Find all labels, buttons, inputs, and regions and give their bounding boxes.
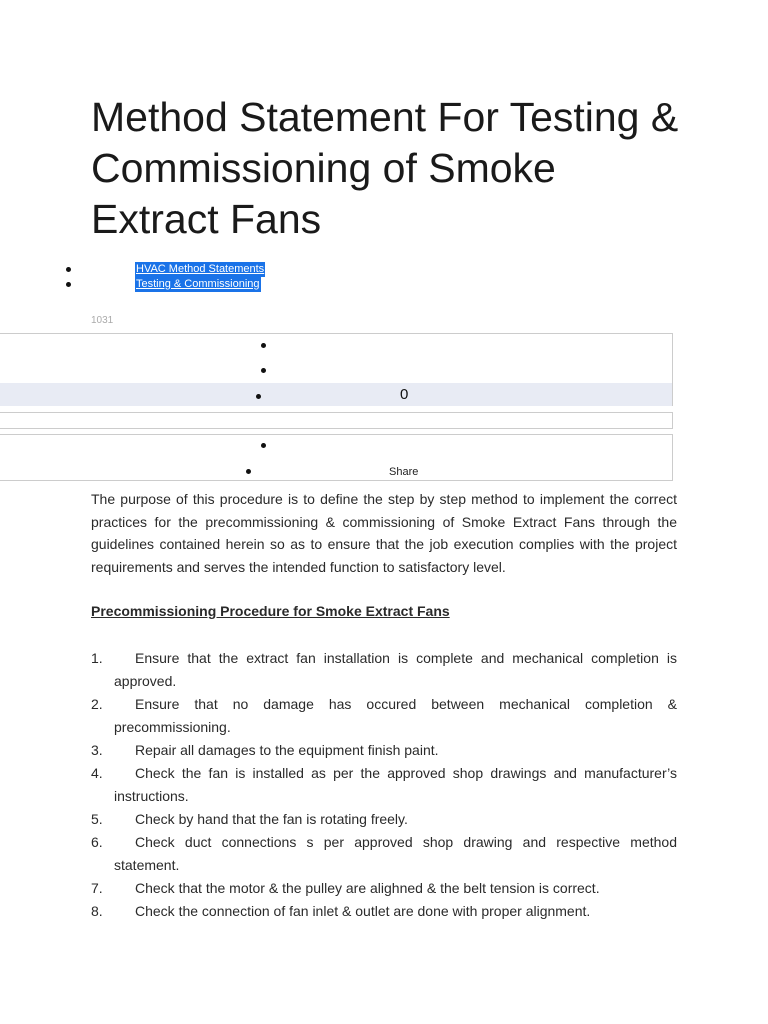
step-number: 7. — [91, 880, 103, 896]
list-item — [91, 693, 677, 739]
step-number: 2. — [91, 696, 103, 712]
list-item — [91, 877, 677, 900]
list-item — [91, 739, 677, 762]
bullet-icon — [256, 394, 261, 399]
bullet-icon — [261, 443, 266, 448]
step-number: 8. — [91, 903, 103, 919]
page-title: Method Statement For Testing & Commissioning of Smoke Extract Fans — [91, 94, 679, 242]
step-number: 5. — [91, 811, 103, 827]
empty-bar — [0, 412, 673, 429]
bullet-icon — [261, 343, 266, 348]
intro-paragraph: The purpose of this procedure is to define the step by step method to implement the correct practices for the precommissioning & commissioning of Smoke Extract Fans through the guidelines contained herein so as to ensure that the job execution complies with the project requirements and serves the intended function to satisfactory level. — [91, 491, 677, 575]
list-item — [91, 900, 677, 923]
like-count[interactable]: 0 — [400, 386, 409, 403]
step-text: Check the fan is installed as per the approved shop drawings and manufacturer’s instructions. — [114, 765, 677, 804]
procedure-steps — [91, 647, 677, 923]
category-item — [0, 277, 400, 292]
action-bar — [0, 333, 673, 406]
bullet-icon — [246, 469, 251, 474]
list-item — [91, 831, 677, 877]
step-text: Ensure that the extract fan installation is complete and mechanical completion is approved. — [114, 650, 677, 689]
list-item — [91, 647, 677, 693]
section-heading: Precommissioning Procedure for Smoke Extract Fans — [91, 603, 450, 619]
highlighted-row — [0, 383, 672, 406]
category-item — [0, 262, 400, 277]
bullet-icon — [66, 282, 71, 287]
view-count: 1031 — [91, 315, 114, 326]
step-number: 3. — [91, 742, 103, 758]
share-bar — [0, 434, 673, 481]
step-text: Check by hand that the fan is rotating freely. — [135, 811, 408, 827]
share-button[interactable]: Share — [389, 466, 419, 478]
step-number: 4. — [91, 765, 103, 781]
bullet-icon — [261, 368, 266, 373]
step-text: Check duct connections s per approved shop drawing and respective method statement. — [114, 834, 677, 873]
list-item — [91, 762, 677, 808]
step-number: 6. — [91, 834, 103, 850]
category-link-hvac[interactable]: HVAC Method Statements — [136, 263, 265, 275]
step-text: Repair all damages to the equipment finish paint. — [135, 742, 439, 758]
category-link-testing[interactable]: Testing & Commissioning — [136, 278, 260, 290]
step-text: Check that the motor & the pulley are alighned & the belt tension is correct. — [135, 880, 600, 896]
list-item — [91, 808, 677, 831]
step-text: Ensure that no damage has occured between mechanical completion & precommissioning. — [114, 696, 677, 735]
step-number: 1. — [91, 650, 103, 666]
category-list — [0, 262, 400, 292]
bullet-icon — [66, 267, 71, 272]
step-text: Check the connection of fan inlet & outlet are done with proper alignment. — [135, 903, 591, 919]
